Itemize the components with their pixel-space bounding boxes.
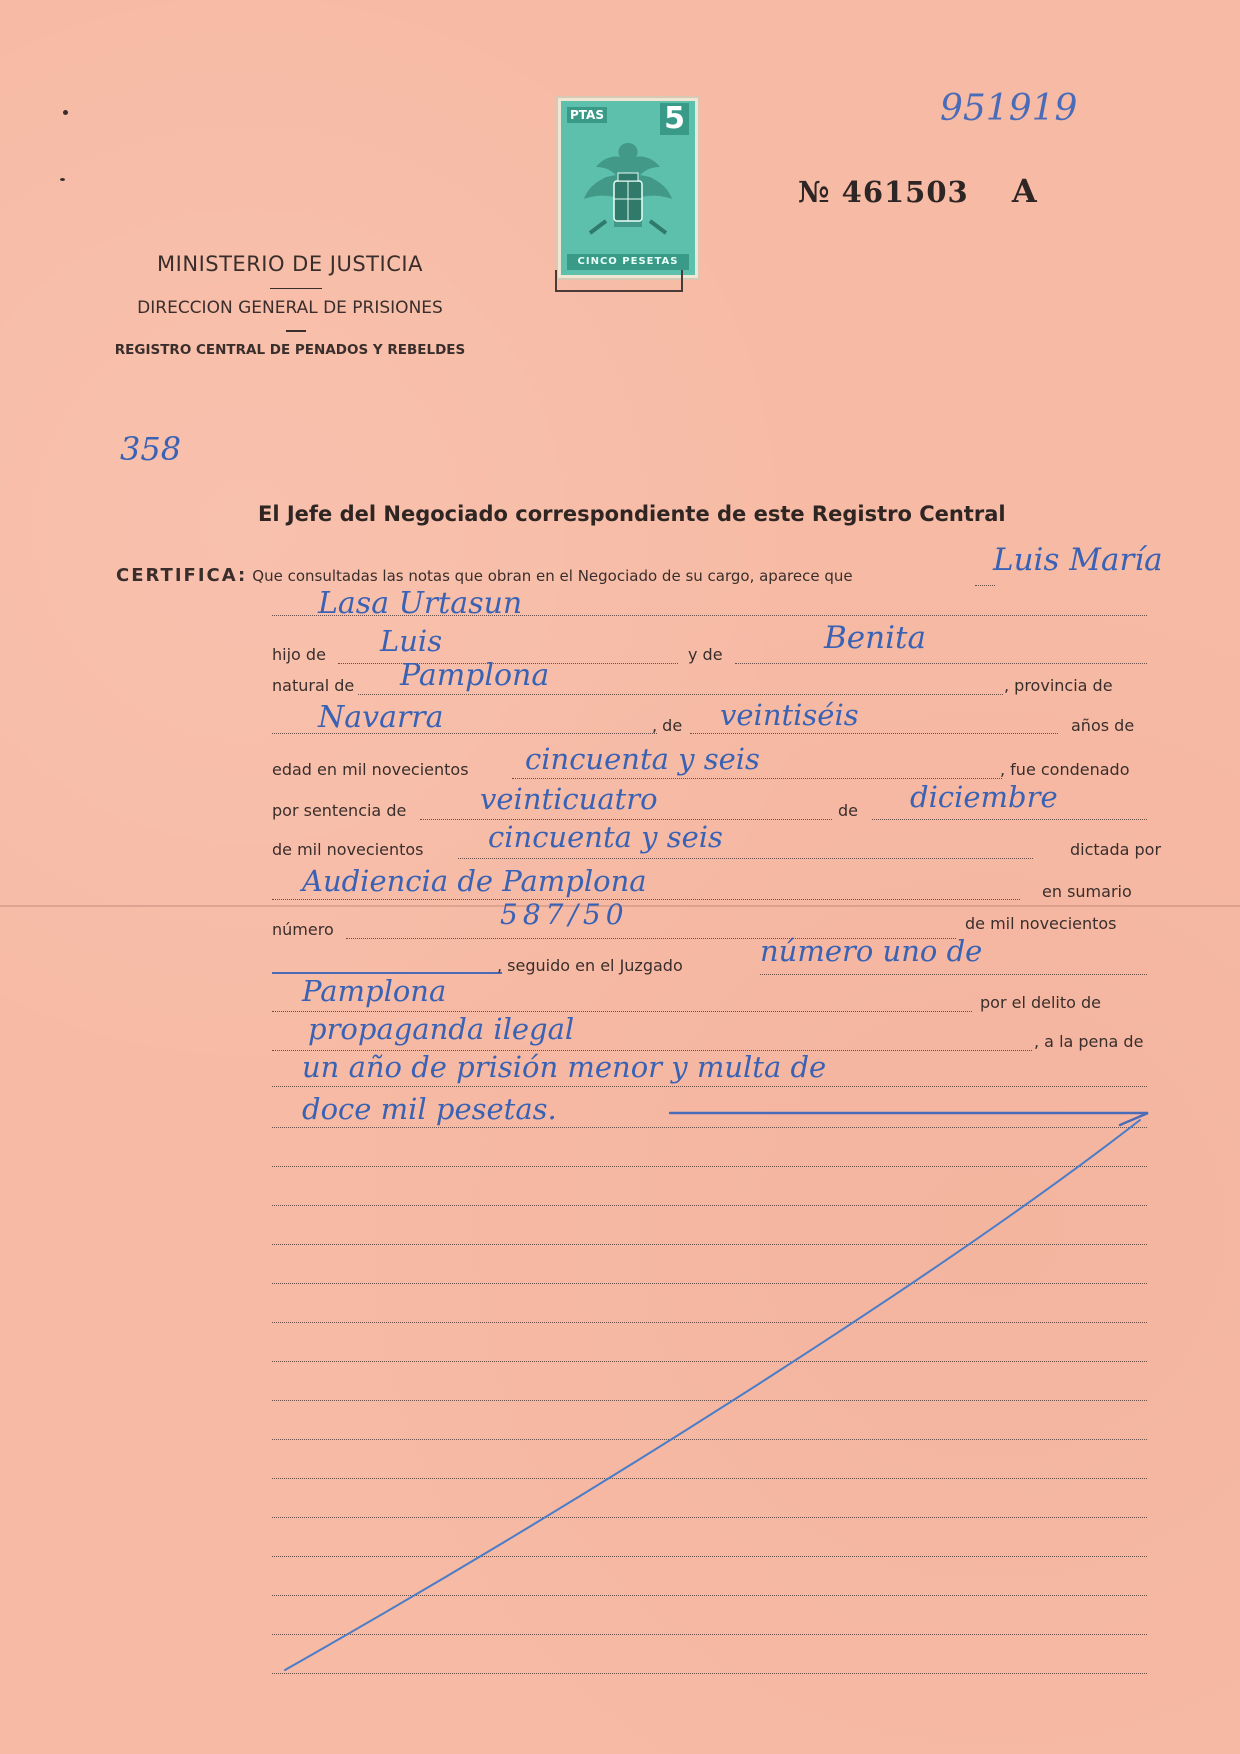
label-numero: número [272, 920, 334, 939]
label-hijo-de: hijo de [272, 645, 326, 664]
label-natural-de: natural de [272, 676, 355, 695]
filled-year-age: cincuenta y seis [525, 742, 760, 776]
label-por-el-delito: por el delito de [980, 993, 1102, 1012]
page-title: El Jefe del Negociado correspondiente de este Registro Central [258, 502, 1006, 526]
filled-case-number: 587/50 [500, 898, 629, 931]
label-provincia: , provincia de [1004, 676, 1113, 695]
filled-crime: propaganda ilegal [308, 1012, 575, 1046]
registry-name: REGISTRO CENTRAL DE PENADOS Y REBELDES [114, 342, 466, 358]
label-y-de: y de [688, 645, 723, 664]
number-sign: № [798, 175, 831, 209]
label-de-mil: de mil novecientos [272, 840, 424, 859]
stamp-legend: CINCO PESETAS [567, 254, 689, 270]
label-fue-condenado: , fue condenado [1000, 760, 1130, 779]
filled-court: Audiencia de Pamplona [302, 864, 647, 898]
filled-surnames: Lasa Urtasun [318, 586, 523, 621]
filled-penalty-line2: doce mil pesetas. [302, 1092, 557, 1126]
label-de-mil-2: de mil novecientos [965, 914, 1117, 933]
serial-digits: 461503 [841, 175, 969, 209]
label-de: , de [652, 716, 683, 735]
filled-province: Navarra [318, 700, 444, 735]
certifica-label: CERTIFICA: [116, 565, 248, 586]
serial-series: A [1011, 172, 1038, 210]
filled-court-name: número uno de [760, 934, 983, 968]
stamp-currency: PTAS [567, 107, 607, 123]
filled-sentence-month: diciembre [910, 780, 1058, 814]
certifica-text: Que consultadas las notas que obran en el Negociado de su cargo, aparece que [252, 567, 853, 585]
filled-father: Luis [380, 624, 443, 658]
filled-sentence-day: veinticuatro [480, 782, 658, 816]
directorate-name: DIRECCION GENERAL DE PRISIONES [137, 298, 443, 318]
label-seguido: , seguido en el Juzgado [497, 956, 683, 975]
label-por-sentencia: por sentencia de [272, 801, 407, 820]
filled-sentence-year: cincuenta y seis [488, 820, 723, 854]
filled-penalty-line1: un año de prisión menor y multa de [302, 1050, 827, 1084]
filled-mother: Benita [824, 620, 926, 656]
filled-age: veintiséis [720, 698, 859, 732]
label-anos-de: años de [1071, 716, 1135, 735]
filled-given-name: Luis María [993, 542, 1163, 578]
label-a-la-pena: , a la pena de [1034, 1032, 1144, 1051]
filled-birthplace: Pamplona [400, 658, 550, 693]
stamp-value: 5 [660, 103, 689, 135]
label-de-month: de [838, 801, 858, 820]
label-en-sumario: en sumario [1042, 882, 1132, 901]
ministry-name: MINISTERIO DE JUSTICIA [157, 252, 423, 276]
handwritten-reference: 951919 [940, 88, 1078, 129]
label-edad-en: edad en mil novecientos [272, 760, 469, 779]
label-dictada-por: dictada por [1070, 840, 1162, 859]
margin-reference: 358 [120, 430, 182, 468]
filled-court-city: Pamplona [302, 974, 447, 1008]
